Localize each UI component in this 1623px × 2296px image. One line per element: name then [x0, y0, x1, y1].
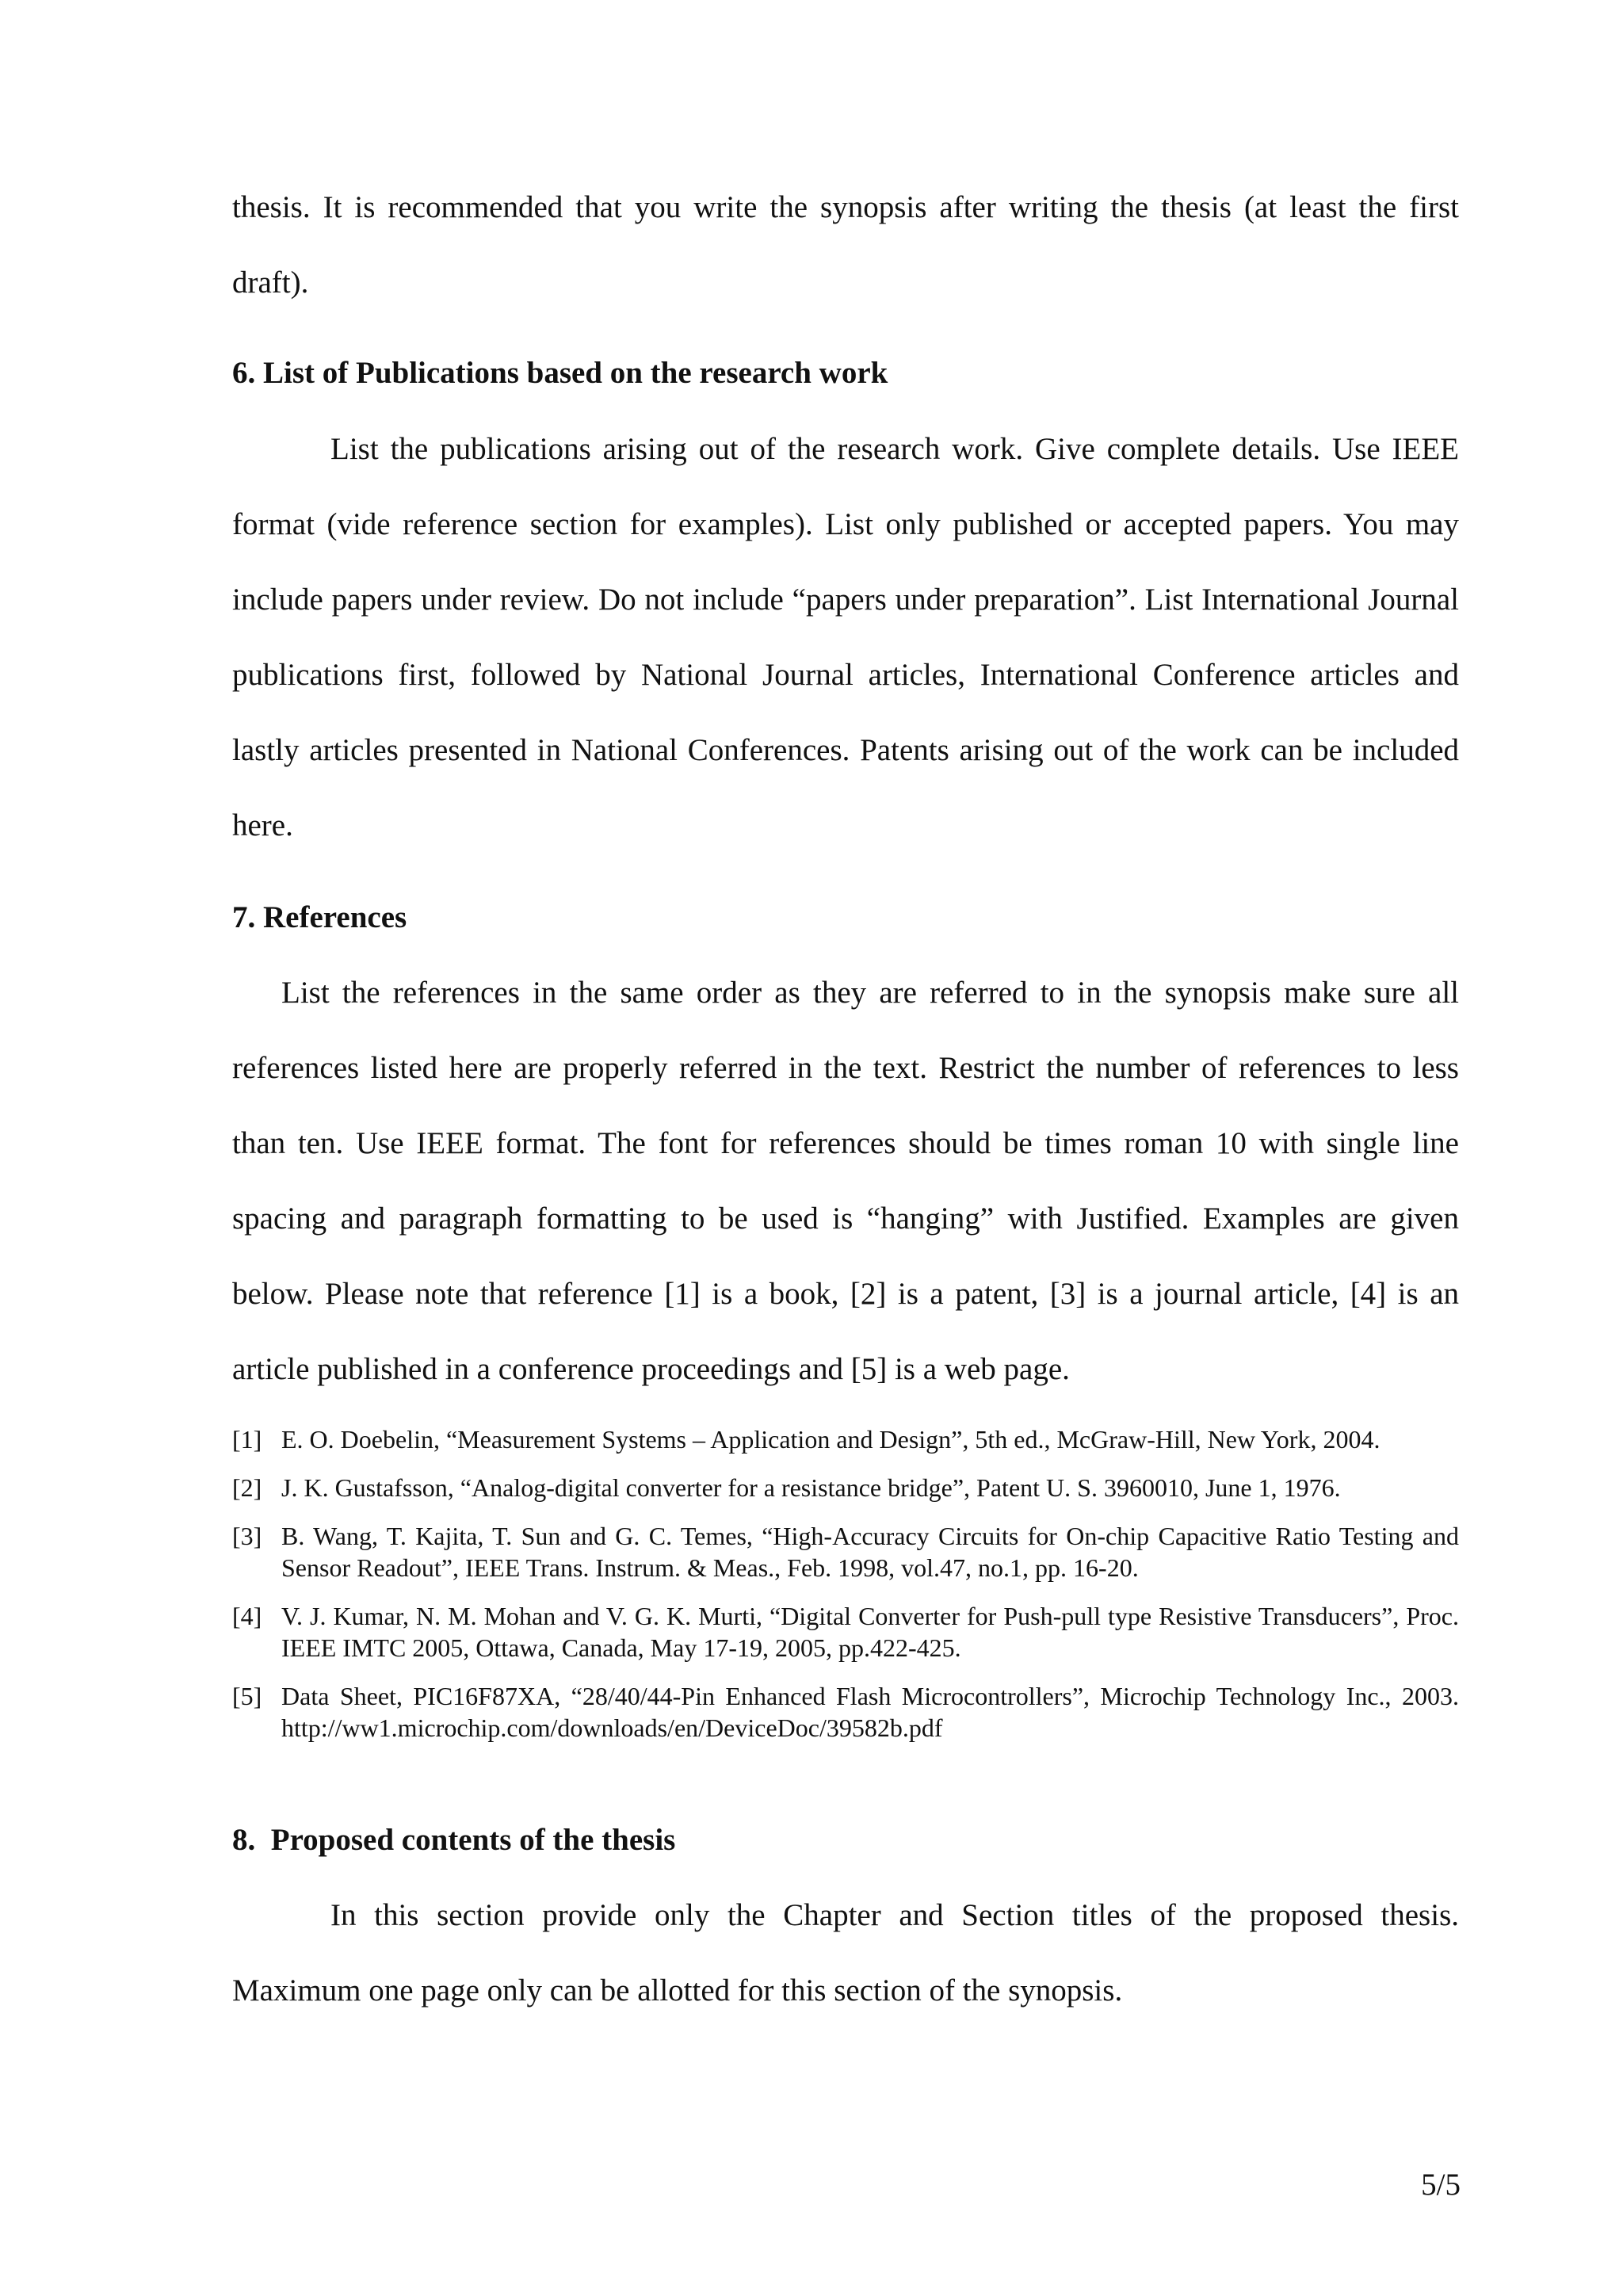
section-6-paragraph: List the publications arising out of the research work. Give complete details. Use IEEE format (vide reference section for examples). List only published or accepted papers. You may include papers under review. Do not include “papers under preparation”. List International Journal publications first, followed by National Journal articles, International Conference articles and lastly articles presented in National Conferences. Patents arising out of the work can be included here. — [232, 432, 1459, 842]
section-8-heading: 8. Proposed contents of the thesis — [232, 1823, 676, 1857]
reference-number: [4] — [232, 1602, 262, 1630]
reference-number: [3] — [232, 1522, 262, 1550]
section-6-heading: 6. List of Publications based on the research work — [232, 356, 888, 390]
reference-item — [232, 1472, 1459, 1503]
reference-text: B. Wang, T. Kajita, T. Sun and G. C. Temes, “High-Accuracy Circuits for On-chip Capacitive Ratio Testing and Sensor Readout”, IEEE Trans. Instrum. & Meas., Feb. 1998, vol.47, no.1, pp. 16-20. — [281, 1522, 1459, 1582]
reference-list — [232, 1423, 1459, 1760]
reference-number: [5] — [232, 1682, 262, 1710]
reference-item — [232, 1600, 1459, 1664]
section-7-heading: 7. References — [232, 900, 407, 934]
reference-number: [1] — [232, 1425, 262, 1454]
section-8-paragraph: In this section provide only the Chapter and Section titles of the proposed thesis. Maximum one page only can be allotted for this section of the synopsis. — [232, 1898, 1459, 2008]
intro-paragraph: thesis. It is recommended that you write the synopsis after writing the thesis (at least the first draft). — [232, 190, 1459, 300]
reference-text: J. K. Gustafsson, “Analog-digital converter for a resistance bridge”, Patent U. S. 3960010, June 1, 1976. — [281, 1473, 1341, 1502]
reference-text: Data Sheet, PIC16F87XA, “28/40/44-Pin Enhanced Flash Microcontrollers”, Microchip Technology Inc., 2003. http://ww1.microchip.com/downloads/en/DeviceDoc/39582b.pdf — [281, 1682, 1459, 1742]
reference-text: E. O. Doebelin, “Measurement Systems – Application and Design”, 5th ed., McGraw-Hill, New York, 2004. — [281, 1425, 1381, 1454]
reference-text: V. J. Kumar, N. M. Mohan and V. G. K. Murti, “Digital Converter for Push-pull type Resistive Transducers”, Proc. IEEE IMTC 2005, Ottawa, Canada, May 17-19, 2005, pp.422-425. — [281, 1602, 1459, 1662]
reference-item — [232, 1423, 1459, 1455]
section-7-paragraph: List the references in the same order as they are referred to in the synopsis make sure all references listed here are properly referred in the text. Restrict the number of references to less than ten. Use IEEE format. The font for references should be times roman 10 with single line spacing and paragraph formatting to be used is “hanging” with Justified. Examples are given below. Please note that reference [1] is a book, [2] is a patent, [3] is a journal article, [4] is an article published in a conference proceedings and [5] is a web page. — [232, 976, 1459, 1386]
reference-number: [2] — [232, 1473, 262, 1502]
reference-item — [232, 1520, 1459, 1584]
page-number: 5/5 — [1421, 2168, 1461, 2202]
reference-item — [232, 1680, 1459, 1744]
